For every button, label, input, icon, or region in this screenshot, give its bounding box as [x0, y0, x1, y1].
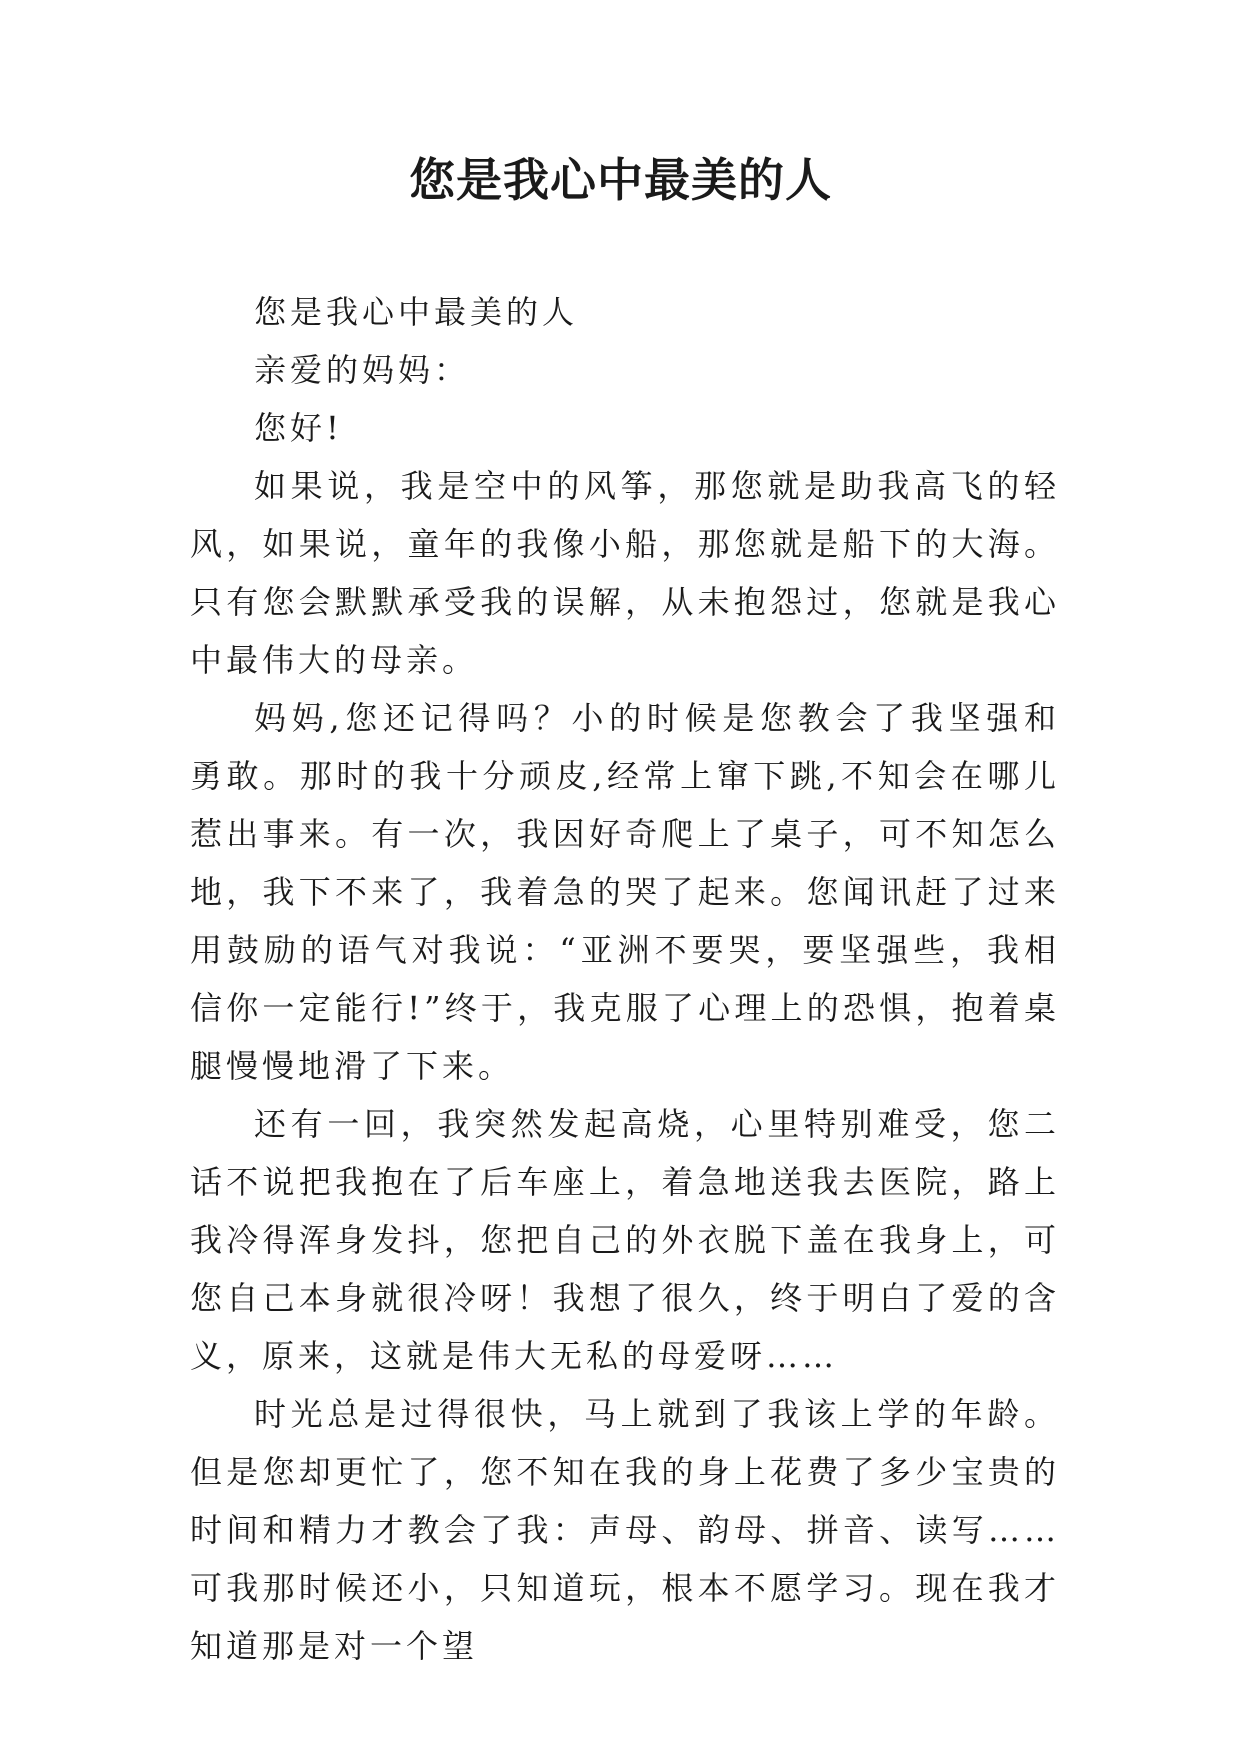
paragraph-salutation: 亲爱的妈妈： — [254, 351, 471, 389]
paragraph-heading: 您是我心中最美的人 — [254, 293, 579, 331]
paragraph-fever-memory: 还有一回，我突然发起高烧，心里特别难受，您二话不说把我抱在了后车座上，着急地送我去医院，路上我冷得浑身发抖，您把自己的外衣脱下盖在我身上，可您自己本身就很冷呀！我想了很久，终于明白了爱的含义，原来，这就是伟大无私的母爱呀…… — [190, 1105, 1060, 1375]
document-title: 您是我心中最美的人 — [409, 153, 832, 207]
paragraph-school-memory: 时光总是过得很快，马上就到了我该上学的年龄。但是您却更忙了，您不知在我的身上花费了多少宝贵的时间和精力才教会了我：声母、韵母、拼音、读写……可我那时候还小，只知道玩，根本不愿学习。现在我才知道那是对一个望 — [190, 1395, 1060, 1665]
paragraph-childhood-memory: 妈妈,您还记得吗？小的时候是您教会了我坚强和勇敢。那时的我十分顽皮,经常上窜下跳,不知会在哪儿惹出事来。有一次，我因好奇爬上了桌子，可不知怎么地，我下不来了，我着急的哭了起来。您闻讯赶了过来用鼓励的语气对我说：“亚洲不要哭，要坚强些，我相信你一定能行!”终于，我克服了心理上的恐惧，抱着桌腿慢慢地滑了下来。 — [190, 699, 1060, 1085]
document-body — [190, 283, 1060, 1675]
paragraph-greeting: 您好! — [254, 409, 343, 447]
paragraph-kite-metaphor: 如果说，我是空中的风筝，那您就是助我高飞的轻风，如果说，童年的我像小船，那您就是船下的大海。只有您会默默承受我的误解，从未抱怨过，您就是我心中最伟大的母亲。 — [190, 467, 1060, 679]
